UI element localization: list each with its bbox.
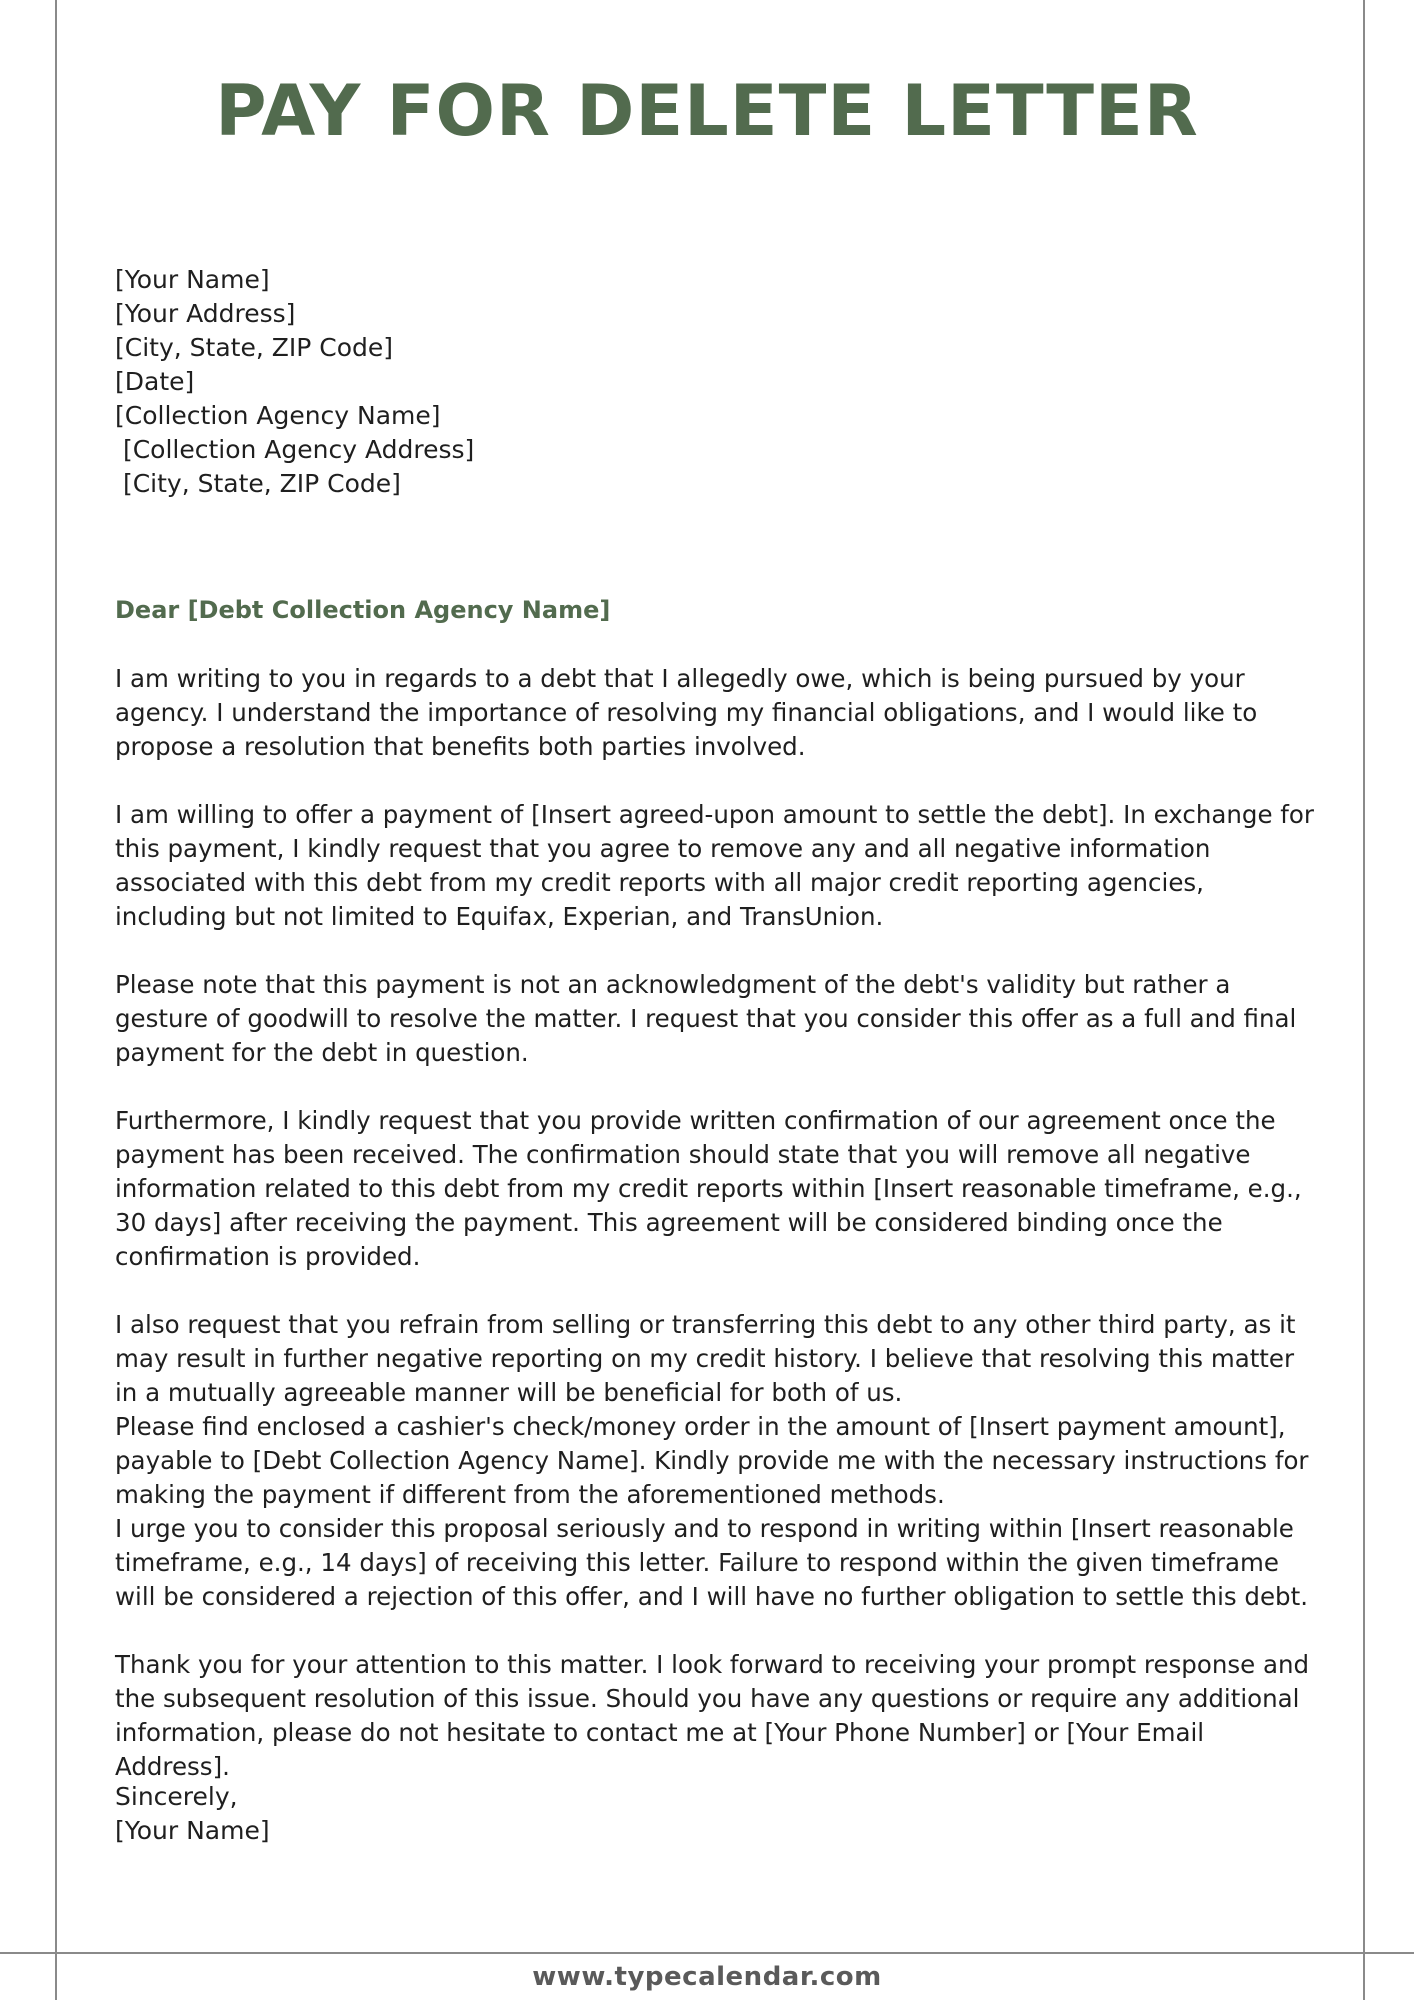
letter-body	[115, 662, 1315, 1784]
paragraph: I am writing to you in regards to a debt that I allegedly owe, which is being pursued by your agency. I understand the importance of resolving my financial obligations, and I would like to propose a resolution that benefits both parties involved.	[115, 664, 1258, 761]
closing-block	[115, 1780, 1315, 1848]
paragraph: I urge you to consider this proposal seriously and to respond in writing within [Insert reasonable timeframe, e.g., 14 days] of receiving this letter. Failure to respond within the given timeframe will be considered a rejection of this offer, and I will have no further obligation to settle this debt.	[115, 1514, 1308, 1611]
footer-website[interactable]: www.typecalendar.com	[532, 1962, 882, 1992]
salutation: Dear [Debt Collection Agency Name]	[115, 596, 611, 624]
paragraph: Furthermore, I kindly request that you provide written confirmation of our agreement once the payment has been received. The confirmation should state that you will remove all negative information related to this debt from my credit reports within [Insert reasonable timeframe, e.g., 30 days] after receiving the payment. This agreement will be considered binding once the confirmation is provided.	[115, 1106, 1302, 1271]
address-line: [Collection Agency Name]	[115, 401, 441, 430]
address-line: [Your Name]	[115, 265, 270, 294]
signature-placeholder: [Your Name]	[115, 1816, 270, 1845]
address-line: [Your Address]	[115, 299, 296, 328]
address-line: [City, State, ZIP Code]	[115, 333, 393, 362]
valediction: Sincerely,	[115, 1782, 238, 1811]
paragraph: Please note that this payment is not an acknowledgment of the debt's validity but rather a gesture of goodwill to resolve the matter. I request that you consider this offer as a full and final payment for the debt in question.	[115, 970, 1297, 1067]
address-line: [Date]	[115, 367, 195, 396]
address-line: [City, State, ZIP Code]	[115, 469, 401, 498]
footer-divider	[0, 1952, 1414, 1954]
right-border-line	[1363, 0, 1365, 2000]
paragraph: I am willing to offer a payment of [Insert agreed-upon amount to settle the debt]. In exchange for this payment, I kindly request that you agree to remove any and all negative information associated with this debt from my credit reports with all major credit reporting agencies, including but not limited to Equifax, Experian, and TransUnion.	[115, 800, 1314, 931]
paragraph: Thank you for your attention to this matter. I look forward to receiving your prompt response and the subsequent resolution of this issue. Should you have any questions or require any additional information, please do not hesitate to contact me at [Your Phone Number] or [Your Email Address].	[115, 1650, 1310, 1781]
left-border-line	[55, 0, 57, 2000]
document-title: PAY FOR DELETE LETTER	[215, 70, 1199, 152]
address-block	[115, 263, 1315, 501]
paragraph: I also request that you refrain from selling or transferring this debt to any other third party, as it may result in further negative reporting on my credit history. I believe that resolving this matter in a mutually agreeable manner will be beneficial for both of us.	[115, 1310, 1296, 1407]
paragraph: Please find enclosed a cashier's check/money order in the amount of [Insert payment amount], payable to [Debt Collection Agency Name]. Kindly provide me with the necessary instructions for making the payment if different from the aforementioned methods.	[115, 1412, 1309, 1509]
address-line: [Collection Agency Address]	[115, 435, 475, 464]
